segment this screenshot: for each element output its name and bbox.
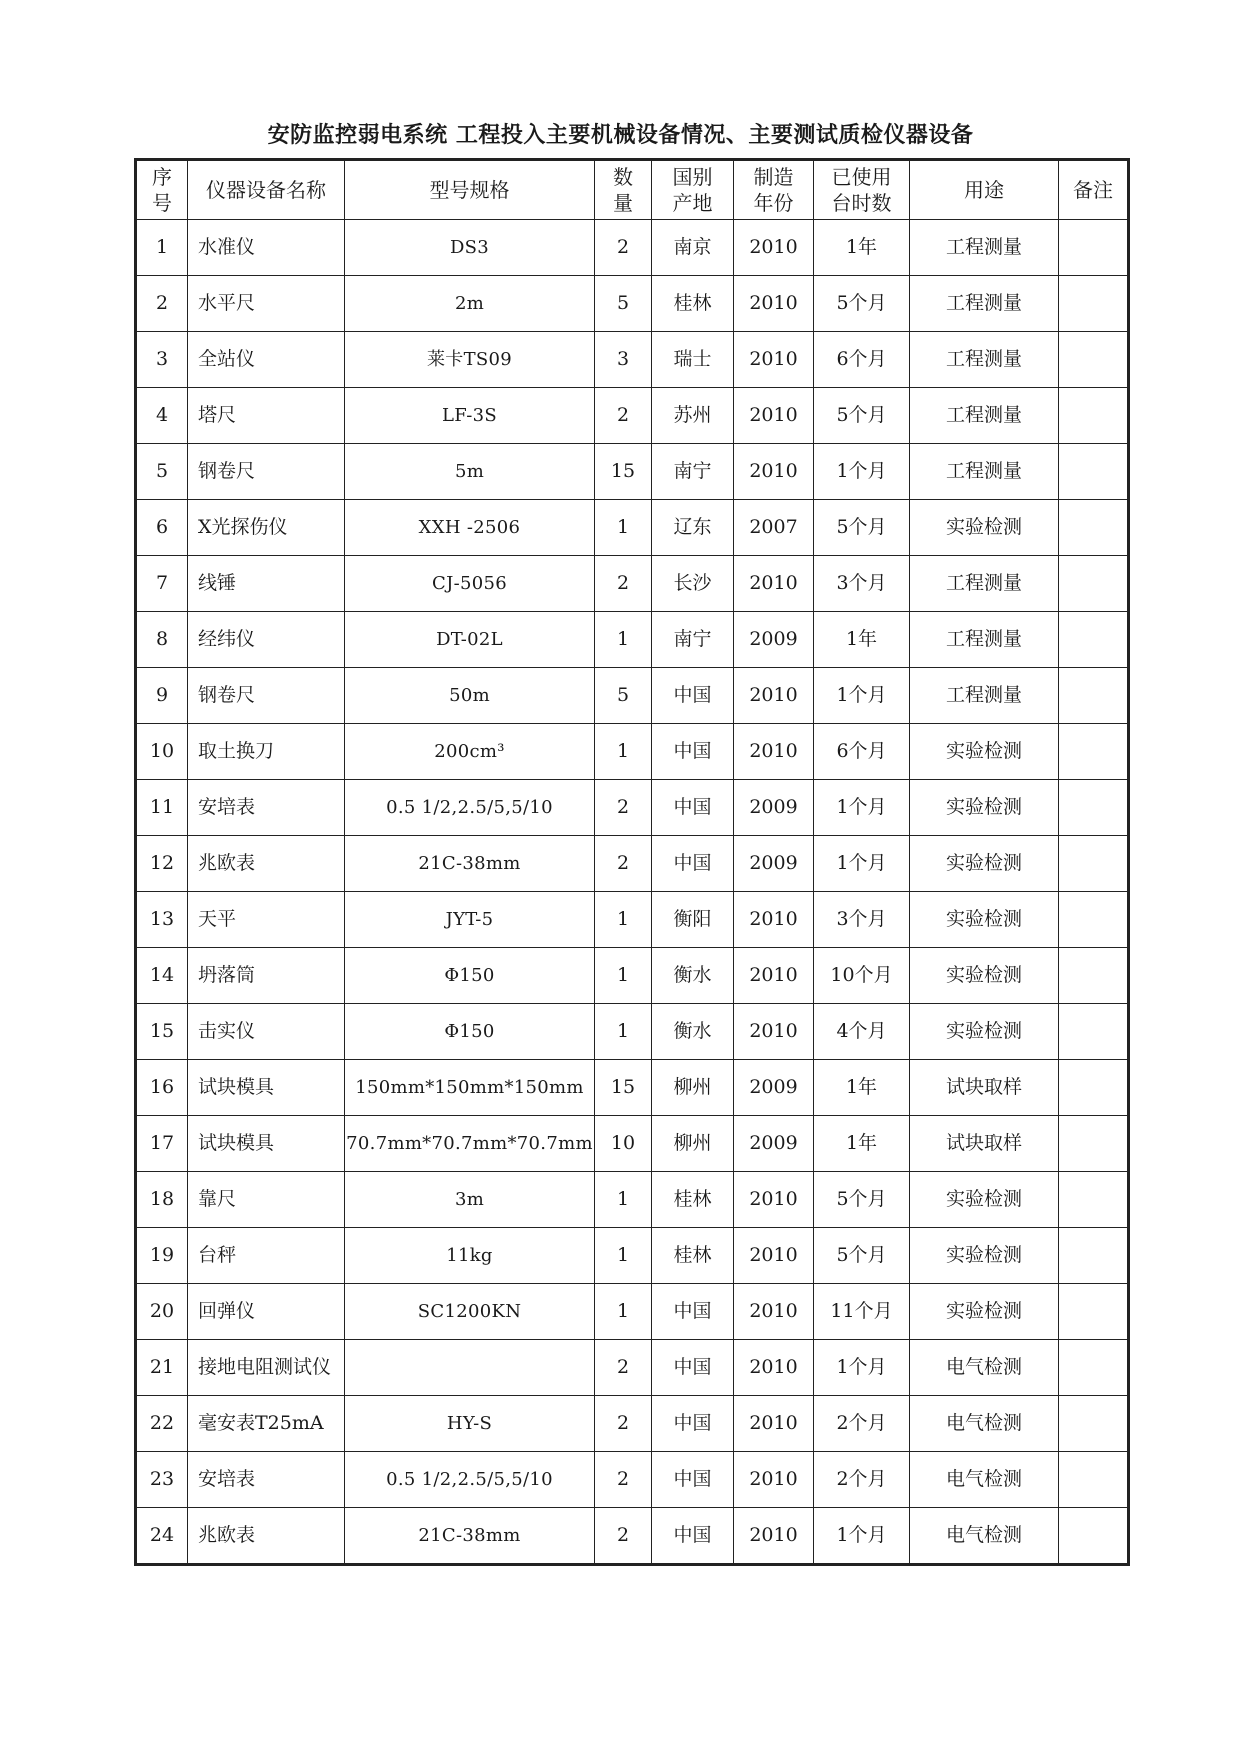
header-no-line1: 序 bbox=[152, 165, 172, 189]
cell-name: 水平尺 bbox=[188, 276, 345, 332]
cell-no: 14 bbox=[137, 948, 188, 1004]
cell-model: Φ150 bbox=[345, 948, 595, 1004]
cell-used: 1年 bbox=[814, 220, 910, 276]
cell-qty: 1 bbox=[595, 1284, 652, 1340]
cell-note bbox=[1059, 1340, 1128, 1396]
table-row bbox=[137, 388, 1128, 444]
cell-note bbox=[1059, 1452, 1128, 1508]
cell-origin: 中国 bbox=[652, 1340, 734, 1396]
cell-no: 22 bbox=[137, 1396, 188, 1452]
cell-year: 2010 bbox=[734, 1172, 814, 1228]
cell-qty: 1 bbox=[595, 1172, 652, 1228]
cell-qty: 1 bbox=[595, 1004, 652, 1060]
cell-qty: 2 bbox=[595, 220, 652, 276]
cell-year: 2010 bbox=[734, 1284, 814, 1340]
cell-purpose: 工程测量 bbox=[910, 612, 1059, 668]
table-row bbox=[137, 220, 1128, 276]
cell-purpose: 电气检测 bbox=[910, 1508, 1059, 1564]
table-row bbox=[137, 1060, 1128, 1116]
cell-used: 5个月 bbox=[814, 500, 910, 556]
table-row bbox=[137, 892, 1128, 948]
cell-note bbox=[1059, 668, 1128, 724]
cell-origin: 中国 bbox=[652, 1284, 734, 1340]
cell-year: 2010 bbox=[734, 220, 814, 276]
cell-year: 2010 bbox=[734, 668, 814, 724]
cell-used: 3个月 bbox=[814, 892, 910, 948]
cell-origin: 中国 bbox=[652, 836, 734, 892]
cell-no: 19 bbox=[137, 1228, 188, 1284]
table-row bbox=[137, 1284, 1128, 1340]
cell-model: 0.5 1/2,2.5/5,5/10 bbox=[345, 780, 595, 836]
cell-used: 5个月 bbox=[814, 276, 910, 332]
cell-name: 经纬仪 bbox=[188, 612, 345, 668]
cell-name: 水准仪 bbox=[188, 220, 345, 276]
cell-purpose: 电气检测 bbox=[910, 1452, 1059, 1508]
cell-name: 全站仪 bbox=[188, 332, 345, 388]
cell-used: 5个月 bbox=[814, 1172, 910, 1228]
table-row bbox=[137, 1004, 1128, 1060]
cell-year: 2010 bbox=[734, 892, 814, 948]
cell-qty: 2 bbox=[595, 1452, 652, 1508]
cell-origin: 衡水 bbox=[652, 948, 734, 1004]
cell-model: 2m bbox=[345, 276, 595, 332]
cell-model bbox=[345, 1340, 595, 1396]
cell-note bbox=[1059, 444, 1128, 500]
cell-name: 试块模具 bbox=[188, 1060, 345, 1116]
cell-purpose: 工程测量 bbox=[910, 332, 1059, 388]
cell-purpose: 实验检测 bbox=[910, 500, 1059, 556]
cell-qty: 1 bbox=[595, 892, 652, 948]
cell-name: 毫安表T25mA bbox=[188, 1396, 345, 1452]
cell-used: 1年 bbox=[814, 1116, 910, 1172]
cell-year: 2010 bbox=[734, 276, 814, 332]
table-row bbox=[137, 332, 1128, 388]
header-note: 备注 bbox=[1059, 161, 1128, 220]
page-title: 安防监控弱电系统 工程投入主要机械设备情况、主要测试质检仪器设备 bbox=[267, 123, 974, 148]
cell-note bbox=[1059, 1116, 1128, 1172]
header-origin-line1: 国别 bbox=[672, 165, 713, 189]
cell-note bbox=[1059, 1060, 1128, 1116]
table-header-row bbox=[137, 161, 1128, 220]
cell-year: 2007 bbox=[734, 500, 814, 556]
cell-purpose: 工程测量 bbox=[910, 668, 1059, 724]
cell-no: 17 bbox=[137, 1116, 188, 1172]
cell-name: 回弹仪 bbox=[188, 1284, 345, 1340]
cell-no: 21 bbox=[137, 1340, 188, 1396]
cell-year: 2009 bbox=[734, 1116, 814, 1172]
cell-no: 16 bbox=[137, 1060, 188, 1116]
table-row bbox=[137, 836, 1128, 892]
cell-year: 2010 bbox=[734, 556, 814, 612]
header-no-line2: 号 bbox=[152, 191, 172, 215]
cell-no: 5 bbox=[137, 444, 188, 500]
cell-origin: 瑞士 bbox=[652, 332, 734, 388]
table-row bbox=[137, 1340, 1128, 1396]
cell-model: SC1200KN bbox=[345, 1284, 595, 1340]
cell-name: 钢卷尺 bbox=[188, 444, 345, 500]
cell-note bbox=[1059, 1396, 1128, 1452]
cell-qty: 1 bbox=[595, 500, 652, 556]
cell-origin: 南宁 bbox=[652, 444, 734, 500]
cell-origin: 柳州 bbox=[652, 1060, 734, 1116]
cell-origin: 长沙 bbox=[652, 556, 734, 612]
table-row bbox=[137, 780, 1128, 836]
cell-used: 2个月 bbox=[814, 1396, 910, 1452]
header-qty-line2: 量 bbox=[613, 191, 633, 215]
cell-year: 2010 bbox=[734, 1452, 814, 1508]
cell-note bbox=[1059, 556, 1128, 612]
cell-used: 10个月 bbox=[814, 948, 910, 1004]
cell-purpose: 电气检测 bbox=[910, 1396, 1059, 1452]
cell-used: 1个月 bbox=[814, 1340, 910, 1396]
table-row bbox=[137, 724, 1128, 780]
cell-model: XXH -2506 bbox=[345, 500, 595, 556]
cell-used: 1个月 bbox=[814, 668, 910, 724]
table-row bbox=[137, 556, 1128, 612]
table-row bbox=[137, 1116, 1128, 1172]
table-row bbox=[137, 668, 1128, 724]
cell-model: 11kg bbox=[345, 1228, 595, 1284]
cell-note bbox=[1059, 948, 1128, 1004]
header-purpose: 用途 bbox=[910, 161, 1059, 220]
cell-purpose: 工程测量 bbox=[910, 220, 1059, 276]
cell-qty: 2 bbox=[595, 388, 652, 444]
cell-model: 50m bbox=[345, 668, 595, 724]
cell-origin: 南宁 bbox=[652, 612, 734, 668]
cell-model: 0.5 1/2,2.5/5,5/10 bbox=[345, 1452, 595, 1508]
cell-purpose: 实验检测 bbox=[910, 1172, 1059, 1228]
cell-origin: 桂林 bbox=[652, 1228, 734, 1284]
cell-used: 1个月 bbox=[814, 780, 910, 836]
table-row bbox=[137, 948, 1128, 1004]
cell-model: 3m bbox=[345, 1172, 595, 1228]
cell-used: 1年 bbox=[814, 612, 910, 668]
cell-purpose: 实验检测 bbox=[910, 948, 1059, 1004]
cell-note bbox=[1059, 1004, 1128, 1060]
cell-used: 1年 bbox=[814, 1060, 910, 1116]
cell-used: 4个月 bbox=[814, 1004, 910, 1060]
cell-note bbox=[1059, 1508, 1128, 1564]
cell-origin: 中国 bbox=[652, 1452, 734, 1508]
table-row bbox=[137, 1228, 1128, 1284]
cell-qty: 1 bbox=[595, 612, 652, 668]
cell-qty: 5 bbox=[595, 668, 652, 724]
cell-year: 2010 bbox=[734, 948, 814, 1004]
cell-used: 3个月 bbox=[814, 556, 910, 612]
header-used-line2: 台时数 bbox=[831, 191, 892, 215]
cell-name: 安培表 bbox=[188, 1452, 345, 1508]
cell-qty: 2 bbox=[595, 1340, 652, 1396]
header-model: 型号规格 bbox=[345, 161, 595, 220]
cell-name: 击实仪 bbox=[188, 1004, 345, 1060]
cell-purpose: 实验检测 bbox=[910, 892, 1059, 948]
cell-model: 150mm*150mm*150mm bbox=[345, 1060, 595, 1116]
table-row bbox=[137, 1452, 1128, 1508]
cell-note bbox=[1059, 220, 1128, 276]
cell-used: 5个月 bbox=[814, 388, 910, 444]
cell-qty: 1 bbox=[595, 724, 652, 780]
cell-no: 13 bbox=[137, 892, 188, 948]
cell-purpose: 实验检测 bbox=[910, 724, 1059, 780]
cell-model: DS3 bbox=[345, 220, 595, 276]
cell-name: 靠尺 bbox=[188, 1172, 345, 1228]
cell-year: 2010 bbox=[734, 1228, 814, 1284]
header-origin-line2: 产地 bbox=[672, 191, 713, 215]
cell-qty: 15 bbox=[595, 1060, 652, 1116]
cell-name: 钢卷尺 bbox=[188, 668, 345, 724]
cell-year: 2010 bbox=[734, 1508, 814, 1564]
table-row bbox=[137, 1172, 1128, 1228]
header-used bbox=[814, 161, 910, 220]
cell-qty: 2 bbox=[595, 1508, 652, 1564]
header-year-line2: 年份 bbox=[753, 191, 794, 215]
cell-name: 塔尺 bbox=[188, 388, 345, 444]
cell-year: 2010 bbox=[734, 1340, 814, 1396]
cell-year: 2010 bbox=[734, 444, 814, 500]
cell-note bbox=[1059, 500, 1128, 556]
cell-year: 2010 bbox=[734, 1396, 814, 1452]
table-row bbox=[137, 1508, 1128, 1564]
cell-origin: 桂林 bbox=[652, 276, 734, 332]
cell-qty: 10 bbox=[595, 1116, 652, 1172]
cell-qty: 2 bbox=[595, 780, 652, 836]
cell-note bbox=[1059, 1284, 1128, 1340]
cell-origin: 辽东 bbox=[652, 500, 734, 556]
cell-no: 18 bbox=[137, 1172, 188, 1228]
cell-name: 取土换刀 bbox=[188, 724, 345, 780]
cell-used: 1个月 bbox=[814, 1508, 910, 1564]
cell-name: 试块模具 bbox=[188, 1116, 345, 1172]
cell-origin: 柳州 bbox=[652, 1116, 734, 1172]
cell-year: 2010 bbox=[734, 332, 814, 388]
cell-origin: 中国 bbox=[652, 1396, 734, 1452]
cell-qty: 1 bbox=[595, 948, 652, 1004]
cell-purpose: 实验检测 bbox=[910, 780, 1059, 836]
cell-purpose: 实验检测 bbox=[910, 1004, 1059, 1060]
cell-no: 24 bbox=[137, 1508, 188, 1564]
table-row bbox=[137, 612, 1128, 668]
cell-purpose: 工程测量 bbox=[910, 388, 1059, 444]
cell-name: 天平 bbox=[188, 892, 345, 948]
header-origin bbox=[652, 161, 734, 220]
cell-used: 1个月 bbox=[814, 444, 910, 500]
cell-used: 6个月 bbox=[814, 724, 910, 780]
cell-model: 莱卡TS09 bbox=[345, 332, 595, 388]
cell-origin: 中国 bbox=[652, 668, 734, 724]
cell-year: 2009 bbox=[734, 836, 814, 892]
cell-name: 台秤 bbox=[188, 1228, 345, 1284]
cell-no: 12 bbox=[137, 836, 188, 892]
cell-model: 200cm³ bbox=[345, 724, 595, 780]
equipment-table-frame bbox=[134, 158, 1130, 1566]
cell-model: Φ150 bbox=[345, 1004, 595, 1060]
cell-origin: 中国 bbox=[652, 780, 734, 836]
cell-year: 2009 bbox=[734, 1060, 814, 1116]
header-name: 仪器设备名称 bbox=[188, 161, 345, 220]
header-no bbox=[137, 161, 188, 220]
cell-year: 2010 bbox=[734, 1004, 814, 1060]
cell-purpose: 工程测量 bbox=[910, 276, 1059, 332]
cell-model: 21C-38mm bbox=[345, 836, 595, 892]
cell-purpose: 实验检测 bbox=[910, 1284, 1059, 1340]
cell-note bbox=[1059, 332, 1128, 388]
cell-purpose: 电气检测 bbox=[910, 1340, 1059, 1396]
cell-no: 15 bbox=[137, 1004, 188, 1060]
header-year-line1: 制造 bbox=[753, 165, 794, 189]
cell-model: CJ-5056 bbox=[345, 556, 595, 612]
header-used-line1: 已使用 bbox=[831, 165, 892, 189]
table-row bbox=[137, 276, 1128, 332]
cell-name: X光探伤仪 bbox=[188, 500, 345, 556]
cell-qty: 2 bbox=[595, 1396, 652, 1452]
table-body bbox=[137, 220, 1128, 1564]
cell-note bbox=[1059, 276, 1128, 332]
cell-model: 70.7mm*70.7mm*70.7mm bbox=[345, 1116, 595, 1172]
cell-qty: 1 bbox=[595, 1228, 652, 1284]
cell-name: 接地电阻测试仪 bbox=[188, 1340, 345, 1396]
cell-note bbox=[1059, 1228, 1128, 1284]
cell-model: LF-3S bbox=[345, 388, 595, 444]
cell-used: 5个月 bbox=[814, 1228, 910, 1284]
cell-no: 20 bbox=[137, 1284, 188, 1340]
cell-model: JYT-5 bbox=[345, 892, 595, 948]
cell-model: 5m bbox=[345, 444, 595, 500]
cell-qty: 2 bbox=[595, 836, 652, 892]
cell-note bbox=[1059, 780, 1128, 836]
cell-origin: 中国 bbox=[652, 724, 734, 780]
cell-qty: 2 bbox=[595, 556, 652, 612]
cell-origin: 衡阳 bbox=[652, 892, 734, 948]
cell-no: 23 bbox=[137, 1452, 188, 1508]
cell-used: 2个月 bbox=[814, 1452, 910, 1508]
cell-no: 9 bbox=[137, 668, 188, 724]
cell-qty: 15 bbox=[595, 444, 652, 500]
cell-model: 21C-38mm bbox=[345, 1508, 595, 1564]
table-row bbox=[137, 1396, 1128, 1452]
cell-no: 8 bbox=[137, 612, 188, 668]
cell-no: 11 bbox=[137, 780, 188, 836]
cell-no: 7 bbox=[137, 556, 188, 612]
cell-used: 6个月 bbox=[814, 332, 910, 388]
cell-note bbox=[1059, 388, 1128, 444]
cell-year: 2009 bbox=[734, 780, 814, 836]
cell-note bbox=[1059, 612, 1128, 668]
cell-no: 3 bbox=[137, 332, 188, 388]
table-row bbox=[137, 444, 1128, 500]
cell-purpose: 试块取样 bbox=[910, 1060, 1059, 1116]
cell-name: 安培表 bbox=[188, 780, 345, 836]
table-row bbox=[137, 500, 1128, 556]
cell-purpose: 实验检测 bbox=[910, 1228, 1059, 1284]
cell-origin: 苏州 bbox=[652, 388, 734, 444]
cell-note bbox=[1059, 1172, 1128, 1228]
header-qty-line1: 数 bbox=[613, 165, 633, 189]
cell-year: 2010 bbox=[734, 724, 814, 780]
cell-origin: 南京 bbox=[652, 220, 734, 276]
cell-note bbox=[1059, 892, 1128, 948]
cell-no: 4 bbox=[137, 388, 188, 444]
cell-purpose: 工程测量 bbox=[910, 444, 1059, 500]
cell-qty: 5 bbox=[595, 276, 652, 332]
cell-no: 10 bbox=[137, 724, 188, 780]
cell-used: 11个月 bbox=[814, 1284, 910, 1340]
cell-origin: 衡水 bbox=[652, 1004, 734, 1060]
cell-name: 兆欧表 bbox=[188, 1508, 345, 1564]
cell-model: DT-02L bbox=[345, 612, 595, 668]
cell-model: HY-S bbox=[345, 1396, 595, 1452]
cell-purpose: 试块取样 bbox=[910, 1116, 1059, 1172]
equipment-table bbox=[136, 160, 1128, 1564]
cell-name: 坍落筒 bbox=[188, 948, 345, 1004]
cell-name: 兆欧表 bbox=[188, 836, 345, 892]
cell-name: 线锤 bbox=[188, 556, 345, 612]
cell-origin: 桂林 bbox=[652, 1172, 734, 1228]
cell-no: 1 bbox=[137, 220, 188, 276]
cell-used: 1个月 bbox=[814, 836, 910, 892]
cell-qty: 3 bbox=[595, 332, 652, 388]
cell-no: 2 bbox=[137, 276, 188, 332]
cell-purpose: 工程测量 bbox=[910, 556, 1059, 612]
header-year bbox=[734, 161, 814, 220]
cell-year: 2010 bbox=[734, 388, 814, 444]
cell-year: 2009 bbox=[734, 612, 814, 668]
cell-note bbox=[1059, 836, 1128, 892]
cell-origin: 中国 bbox=[652, 1508, 734, 1564]
cell-purpose: 实验检测 bbox=[910, 836, 1059, 892]
header-qty bbox=[595, 161, 652, 220]
cell-no: 6 bbox=[137, 500, 188, 556]
cell-note bbox=[1059, 724, 1128, 780]
